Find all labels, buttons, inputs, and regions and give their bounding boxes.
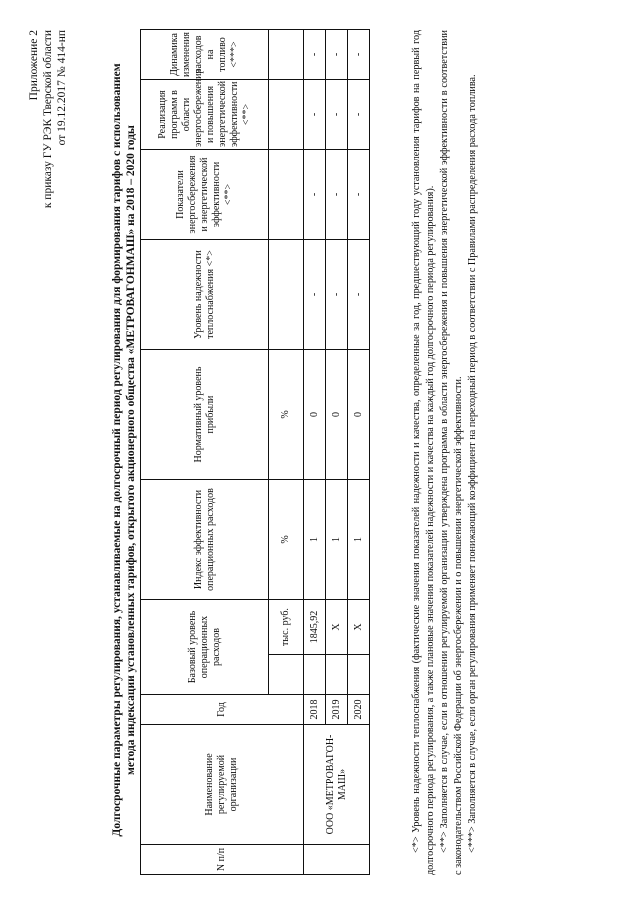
header-base: Базовый уровень операционных расходов (141, 600, 269, 695)
cell-fuel: - (326, 30, 348, 80)
cell-year: 2018 (304, 695, 326, 725)
cell-reliability: - (348, 240, 370, 350)
cell-base: Х (348, 600, 370, 655)
cell-base: 1845,92 (304, 600, 326, 655)
cell-programs: - (326, 80, 348, 150)
footnote-1: <*> Уровень надежности теплоснабжения (фактические значения показателей надежности и качества, определенные за год, предшествующий году установления тарифов на первый год долгосрочного периода регулирования, а также плановые значения показателей надежности и качества на каждый год долгосрочного периода регулирования). (411, 30, 436, 875)
unit-empty (269, 80, 304, 150)
parameters-table (140, 29, 370, 875)
header-programs: Реализация программ в области энергосбережения и повышения энергетической эффективности <**> (141, 80, 269, 150)
cell-profit: 0 (304, 350, 326, 480)
cell-profit: 0 (326, 350, 348, 480)
cell-org-name: ООО «МЕТРОВАГОН-МАШ» (304, 725, 370, 845)
cell-base: Х (326, 600, 348, 655)
unit-base-empty (269, 655, 304, 695)
appendix-line-3: от 19.12.2017 № 414-нп (56, 30, 68, 146)
cell-energy: - (348, 150, 370, 240)
cell-empty (348, 655, 370, 695)
cell-year: 2020 (348, 695, 370, 725)
footnote-3: <***> Заполняется в случае, если орган регулирования применяет понижающий коэффициент на переходный период в соответствии с Правилами распределения расхода топлива. (467, 74, 478, 853)
cell-num (304, 845, 370, 875)
cell-profit: 0 (348, 350, 370, 480)
header-reliability: Уровень надежности теплоснабжения <*> (141, 240, 269, 350)
footnote-2: <**> Заполняется в случае, если в отношении регулируемой организации утверждена программа в области энергосбережения и повышения энергетической эффективности в соответствии с законодательством Российской Федерации об энергосбережении и о повышении энергетической эффективности. (439, 30, 464, 875)
cell-index: 1 (348, 480, 370, 600)
header-profit: Нормативный уровень прибыли (141, 350, 269, 480)
cell-index: 1 (304, 480, 326, 600)
appendix-line-2: к приказу ГУ РЭК Тверской области (42, 30, 54, 209)
cell-fuel: - (348, 30, 370, 80)
cell-energy: - (326, 150, 348, 240)
unit-empty (269, 240, 304, 350)
table-header-row (141, 30, 269, 875)
cell-year: 2019 (326, 695, 348, 725)
table-row (304, 30, 326, 875)
cell-reliability: - (326, 240, 348, 350)
header-fuel: Динамика изменения расходов на топливо <***> (141, 30, 269, 80)
header-org: Наименование регулируемой организации (141, 725, 304, 845)
unit-base: тыс. руб. (269, 600, 304, 655)
title-line-2: метода индексации установленных тарифов, открытого акционерного общества «МЕТРОВАГОНМАШ» на 2018 – 2020 годы (125, 125, 137, 775)
footnotes (410, 30, 481, 875)
cell-index: 1 (326, 480, 348, 600)
cell-reliability: - (304, 240, 326, 350)
cell-programs: - (348, 80, 370, 150)
title-line-1: Долгосрочные параметры регулирования, устанавливаемые на долгосрочный период регулирования для формирования тарифов с использованием (111, 63, 123, 837)
cell-fuel: - (304, 30, 326, 80)
document-title (110, 55, 138, 845)
cell-empty (304, 655, 326, 695)
appendix-header (27, 30, 69, 360)
cell-programs: - (304, 80, 326, 150)
appendix-line-1: Приложение 2 (28, 30, 40, 101)
unit-empty (269, 30, 304, 80)
unit-index: % (269, 480, 304, 600)
header-year: Год (141, 695, 304, 725)
unit-empty (269, 150, 304, 240)
header-energy: Показатели энергосбережения и энергетической эффективности <**> (141, 150, 269, 240)
unit-profit: % (269, 350, 304, 480)
header-index: Индекс эффективности операционных расходов (141, 480, 269, 600)
cell-empty (326, 655, 348, 695)
cell-energy: - (304, 150, 326, 240)
header-num: N п/п (141, 845, 304, 875)
